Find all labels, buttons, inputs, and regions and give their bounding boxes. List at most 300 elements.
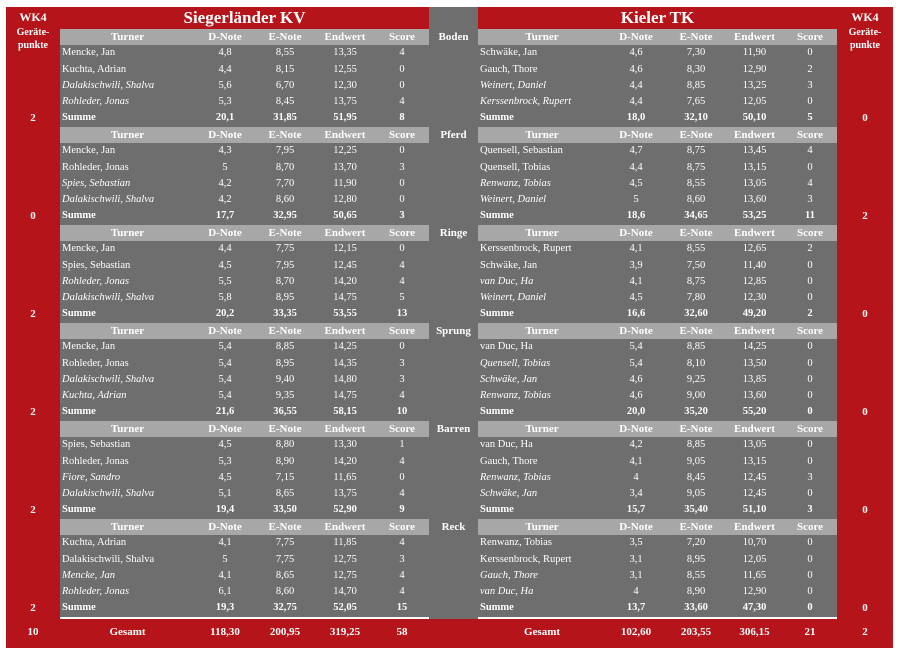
gymnast-e-note: 8,80	[275, 439, 295, 451]
home-col-score: Score	[375, 323, 429, 339]
away-col-e-note: E-Note	[666, 323, 726, 339]
gymnast-d-note: 4,4	[629, 96, 643, 107]
gymnast-endwert: 13,15	[742, 455, 767, 467]
gymnast-score: 4	[399, 455, 405, 467]
gymnast-e-note: 8,65	[275, 569, 295, 581]
home-col-e-note: E-Note	[255, 519, 315, 535]
gymnast-score: 0	[807, 488, 813, 499]
gymnast-e-note: 8,75	[686, 275, 706, 287]
gymnast-score: 0	[399, 177, 405, 189]
total-away-d: 102,60	[620, 626, 652, 638]
home-sum-end: 53,55	[333, 308, 357, 320]
home-sum-d: 20,2	[215, 308, 235, 320]
home-apparatus-points: 2	[30, 406, 36, 419]
home-apparatus-points: 2	[30, 504, 36, 517]
gymnast-endwert: 12,75	[333, 569, 357, 581]
gymnast-e-note: 8,15	[275, 63, 295, 75]
gymnast-endwert: 12,90	[742, 63, 767, 75]
home-col-score: Score	[375, 519, 429, 535]
home-sum-score: 3	[399, 210, 405, 222]
gymnast-name: Rohleder, Jonas	[62, 96, 130, 107]
gymnast-d-note: 5	[222, 161, 228, 173]
away-col-e-note: E-Note	[666, 29, 726, 45]
gymnast-endwert: 12,25	[333, 145, 357, 157]
gymnast-d-note: 5,4	[218, 390, 232, 401]
away-sum-e: 32,10	[684, 112, 708, 124]
gymnast-e-note: 8,85	[686, 79, 706, 91]
gymnast-endwert: 12,15	[333, 243, 357, 255]
home-sum-score: 9	[399, 504, 405, 516]
gymnast-name: Rohleder, Jonas	[62, 455, 129, 467]
away-col-score: Score	[783, 519, 837, 535]
gymnast-d-note: 4,5	[218, 439, 232, 451]
total-away-score: 21	[804, 626, 816, 638]
away-col-turner: Turner	[478, 29, 606, 45]
away-sum-label: Summe	[480, 308, 514, 320]
gymnast-endwert: 14,75	[333, 292, 357, 303]
total-away-points: 2	[862, 626, 868, 638]
gymnast-endwert: 14,25	[742, 341, 767, 353]
right-side-panel	[837, 7, 893, 648]
gymnast-e-note: 7,20	[686, 537, 706, 549]
away-team-name: Kieler TK	[620, 8, 695, 27]
gymnast-name: Dalakischwili, Shalva	[62, 488, 155, 499]
gymnast-score: 4	[399, 96, 405, 107]
home-sum-d: 21,6	[215, 406, 235, 418]
gymnast-name: Schwäke, Jan	[480, 47, 538, 59]
gymnast-name: Rohleder, Jonas	[62, 161, 129, 173]
gymnast-d-note: 4,2	[629, 439, 643, 451]
gymnast-d-note: 4,2	[218, 194, 232, 205]
gymnast-endwert: 13,35	[333, 47, 357, 59]
gymnast-name: Renwanz, Tobias	[480, 390, 551, 401]
gymnast-score: 0	[807, 292, 813, 303]
home-sum-label: Summe	[62, 308, 96, 320]
left-wk-label: WK4	[19, 10, 47, 24]
home-col-turner: Turner	[60, 421, 195, 437]
away-sum-e: 35,20	[684, 406, 708, 418]
gymnast-score: 0	[807, 161, 813, 173]
gymnast-endwert: 14,20	[333, 275, 357, 287]
gymnast-e-note: 8,55	[686, 243, 706, 255]
total-home-score: 58	[396, 626, 408, 638]
home-col-d-note: D-Note	[195, 29, 255, 45]
home-col-endwert: Endwert	[315, 127, 375, 143]
gymnast-e-note: 8,55	[686, 569, 706, 581]
away-col-d-note: D-Note	[606, 323, 666, 339]
gymnast-e-note: 9,25	[686, 373, 706, 385]
gymnast-e-note: 8,90	[686, 586, 706, 597]
away-col-endwert: Endwert	[726, 519, 783, 535]
away-col-e-note: E-Note	[666, 127, 726, 143]
gymnast-score: 0	[807, 586, 813, 597]
gymnast-score: 4	[399, 390, 405, 401]
gymnast-endwert: 13,45	[742, 145, 767, 157]
gymnast-d-note: 4,1	[629, 243, 643, 255]
gymnast-score: 4	[807, 177, 813, 189]
gymnast-e-note: 9,40	[275, 373, 295, 385]
gymnast-d-note: 4,1	[629, 455, 643, 467]
home-sum-end: 52,90	[333, 504, 357, 516]
home-col-turner: Turner	[60, 29, 195, 45]
gymnast-d-note: 3,1	[629, 569, 643, 581]
gymnast-score: 3	[807, 79, 813, 91]
home-col-turner: Turner	[60, 127, 195, 143]
gymnast-endwert: 12,80	[333, 194, 357, 205]
away-sum-label: Summe	[480, 602, 514, 614]
home-col-e-note: E-Note	[255, 421, 315, 437]
gymnast-endwert: 12,55	[333, 63, 357, 75]
total-home-end: 319,25	[329, 626, 361, 638]
home-sum-end: 51,95	[333, 112, 357, 124]
home-sum-label: Summe	[62, 112, 96, 124]
gymnast-name: Quensell, Tobias	[480, 161, 551, 173]
gymnast-name: Renwanz, Tobias	[480, 471, 551, 483]
gymnast-endwert: 13,50	[742, 357, 767, 369]
away-col-d-note: D-Note	[606, 225, 666, 241]
gymnast-endwert: 11,90	[333, 177, 357, 189]
gymnast-d-note: 5,1	[218, 488, 232, 499]
home-sum-d: 19,3	[215, 602, 235, 614]
away-col-endwert: Endwert	[726, 29, 783, 45]
apparatus-name: Pferd	[440, 129, 467, 141]
gymnast-endwert: 12,90	[742, 586, 767, 597]
home-apparatus-points: 2	[30, 308, 36, 321]
home-sum-score: 15	[396, 602, 408, 614]
home-sum-e: 32,95	[273, 210, 297, 222]
home-sum-end: 58,15	[333, 406, 357, 418]
home-sum-label: Summe	[62, 406, 96, 418]
gymnast-score: 0	[807, 341, 813, 353]
gymnast-endwert: 13,75	[333, 488, 357, 499]
gymnast-score: 2	[807, 63, 813, 75]
gymnast-d-note: 5,8	[218, 292, 232, 303]
home-col-d-note: D-Note	[195, 323, 255, 339]
gymnast-d-note: 4	[633, 471, 639, 483]
gymnast-d-note: 5	[222, 553, 228, 565]
gymnast-e-note: 8,95	[686, 553, 706, 565]
gymnast-d-note: 5,4	[629, 341, 643, 353]
gymnast-d-note: 4,7	[629, 145, 643, 157]
away-sum-score: 2	[807, 308, 813, 320]
gymnast-e-note: 8,85	[275, 341, 295, 353]
gymnast-d-note: 5,3	[218, 96, 232, 107]
gymnast-score: 4	[399, 586, 405, 597]
home-sum-e: 31,85	[273, 112, 297, 124]
gymnast-endwert: 13,25	[742, 79, 767, 91]
home-apparatus-points: 2	[30, 112, 36, 125]
gymnast-endwert: 13,70	[333, 161, 357, 173]
gymnast-name: Weinert, Daniel	[480, 292, 547, 303]
gymnast-endwert: 11,85	[333, 537, 357, 549]
gymnast-name: Dalakischwili, Shalva	[62, 79, 155, 91]
gymnast-name: Weinert, Daniel	[480, 79, 547, 91]
gymnast-name: van Duc, Ha	[480, 439, 533, 451]
gymnast-d-note: 4,4	[218, 243, 232, 255]
home-sum-score: 13	[396, 308, 408, 320]
gymnast-d-note: 4,1	[218, 537, 232, 549]
gymnast-e-note: 7,95	[275, 145, 295, 157]
gymnast-d-note: 4,8	[218, 47, 232, 59]
home-col-endwert: Endwert	[315, 225, 375, 241]
home-team-name: Siegerländer KV	[183, 8, 306, 27]
gymnast-endwert: 13,75	[333, 96, 357, 107]
gymnast-d-note: 3,5	[629, 537, 643, 549]
gymnast-name: Kuchta, Adrian	[62, 537, 127, 549]
gymnast-score: 0	[807, 455, 813, 467]
gymnast-name: Dalakischwili, Shalva	[62, 553, 155, 565]
gymnast-endwert: 12,30	[742, 292, 767, 303]
away-col-e-note: E-Note	[666, 519, 726, 535]
home-sum-e: 33,50	[273, 504, 297, 516]
gymnast-e-note: 8,95	[275, 357, 295, 369]
gymnast-e-note: 8,70	[275, 161, 295, 173]
gymnast-e-note: 7,75	[275, 243, 295, 255]
home-col-score: Score	[375, 225, 429, 241]
gymnast-e-note: 8,45	[275, 96, 295, 107]
total-away-label: Gesamt	[523, 626, 561, 638]
gymnast-d-note: 4,3	[218, 145, 232, 157]
gymnast-d-note: 4,6	[629, 47, 643, 59]
gymnast-endwert: 13,15	[742, 161, 767, 173]
home-col-endwert: Endwert	[315, 421, 375, 437]
gymnast-score: 4	[399, 47, 405, 59]
gymnast-e-note: 7,70	[275, 177, 295, 189]
away-sum-label: Summe	[480, 504, 514, 516]
gymnast-d-note: 5,4	[218, 341, 232, 353]
gymnast-e-note: 9,05	[686, 488, 706, 499]
home-sum-d: 17,7	[215, 210, 235, 222]
away-apparatus-points: 2	[862, 210, 868, 223]
gymnast-score: 3	[399, 373, 405, 385]
gymnast-e-note: 7,15	[275, 471, 295, 483]
away-sum-e: 35,40	[684, 504, 708, 516]
gymnast-name: Spies, Sebastian	[62, 259, 131, 271]
gymnast-name: Rohleder, Jonas	[62, 275, 130, 287]
gymnast-e-note: 8,75	[686, 161, 706, 173]
gymnast-d-note: 4,4	[629, 161, 643, 173]
gymnast-e-note: 8,60	[686, 194, 706, 205]
home-col-endwert: Endwert	[315, 29, 375, 45]
gymnast-score: 0	[807, 47, 813, 59]
home-col-e-note: E-Note	[255, 127, 315, 143]
left-side-panel	[6, 7, 60, 648]
gymnast-score: 0	[399, 145, 405, 157]
gymnast-name: Kuchta, Adrian	[62, 63, 127, 75]
gymnast-name: Gauch, Thore	[480, 63, 538, 75]
gymnast-e-note: 7,75	[275, 537, 295, 549]
total-away-end: 306,15	[739, 626, 770, 638]
home-col-endwert: Endwert	[315, 519, 375, 535]
gymnast-d-note: 5,5	[218, 275, 232, 287]
gymnast-e-note: 8,10	[686, 357, 706, 369]
away-col-d-note: D-Note	[606, 519, 666, 535]
gymnast-name: Kerssenbrock, Rupert	[480, 96, 572, 107]
gymnast-name: Mencke, Jan	[62, 47, 116, 59]
gymnast-name: Gauch, Thore	[480, 455, 538, 467]
gymnast-name: Dalakischwili, Shalva	[62, 292, 155, 303]
gymnast-score: 0	[807, 390, 813, 401]
gymnast-d-note: 4,5	[629, 292, 643, 303]
gymnast-d-note: 5,4	[218, 373, 232, 385]
home-col-score: Score	[375, 127, 429, 143]
gymnast-name: Weinert, Daniel	[480, 194, 547, 205]
gymnast-name: Kuchta, Adrian	[62, 390, 127, 401]
gymnast-d-note: 5,4	[218, 357, 232, 369]
gymnast-score: 4	[399, 537, 405, 549]
home-col-score: Score	[375, 29, 429, 45]
away-apparatus-points: 0	[862, 504, 868, 517]
home-sum-label: Summe	[62, 602, 96, 614]
home-sum-label: Summe	[62, 210, 96, 222]
home-apparatus-points: 2	[30, 602, 36, 615]
gymnast-d-note: 4,6	[629, 390, 643, 401]
home-sum-label: Summe	[62, 504, 96, 516]
gymnast-e-note: 8,95	[275, 292, 295, 303]
gymnast-name: Mencke, Jan	[62, 145, 116, 157]
gymnast-e-note: 8,85	[686, 439, 706, 451]
away-sum-end: 49,20	[742, 308, 767, 320]
gymnast-score: 0	[807, 275, 813, 287]
home-col-e-note: E-Note	[255, 225, 315, 241]
gymnast-endwert: 13,60	[742, 194, 767, 205]
home-sum-score: 8	[399, 112, 405, 124]
away-col-score: Score	[783, 127, 837, 143]
total-home-d: 118,30	[210, 626, 240, 638]
gymnast-score: 4	[399, 569, 405, 581]
gymnast-d-note: 4,1	[218, 569, 232, 581]
total-home-points: 10	[27, 626, 39, 638]
total-home-e: 200,95	[269, 626, 301, 638]
gymnast-d-note: 5	[633, 194, 639, 205]
gymnast-endwert: 11,40	[742, 259, 767, 271]
gymnast-d-note: 3,1	[629, 553, 643, 565]
gymnast-endwert: 13,30	[333, 439, 357, 451]
away-sum-score: 11	[805, 210, 815, 222]
away-col-score: Score	[783, 29, 837, 45]
away-sum-d: 18,0	[626, 112, 646, 124]
away-sum-score: 0	[807, 406, 813, 418]
away-apparatus-points: 0	[862, 406, 868, 419]
home-col-e-note: E-Note	[255, 29, 315, 45]
away-sum-d: 20,0	[626, 406, 646, 418]
gymnast-e-note: 7,65	[686, 96, 706, 107]
total-home-label: Gesamt	[109, 626, 146, 638]
away-sum-e: 34,65	[684, 210, 708, 222]
gymnast-endwert: 12,45	[333, 259, 357, 271]
away-col-endwert: Endwert	[726, 323, 783, 339]
gymnast-score: 0	[807, 373, 813, 385]
gymnast-e-note: 7,30	[686, 47, 706, 59]
gymnast-score: 4	[399, 259, 405, 271]
gymnast-score: 0	[807, 537, 813, 549]
gymnast-score: 5	[399, 292, 405, 303]
gymnast-d-note: 4,5	[218, 259, 232, 271]
gymnast-e-note: 7,75	[275, 553, 295, 565]
apparatus-name: Ringe	[439, 227, 468, 239]
away-sum-score: 0	[807, 602, 813, 614]
away-col-endwert: Endwert	[726, 421, 783, 437]
away-sum-d: 18,6	[626, 210, 646, 222]
gymnast-e-note: 7,50	[686, 259, 706, 271]
away-sum-d: 13,7	[626, 602, 646, 614]
gymnast-endwert: 14,70	[333, 586, 357, 597]
gymnast-endwert: 13,85	[742, 373, 767, 385]
gymnast-name: Gauch, Thore	[480, 569, 538, 581]
home-sum-e: 33,35	[273, 308, 297, 320]
gymnast-endwert: 12,45	[742, 488, 767, 499]
away-col-d-note: D-Note	[606, 421, 666, 437]
gymnast-score: 0	[807, 96, 813, 107]
gymnast-score: 0	[399, 471, 405, 483]
gymnast-name: Dalakischwili, Shalva	[62, 194, 155, 205]
right-wk-label: WK4	[851, 10, 879, 24]
gymnast-name: Spies, Sebastian	[62, 439, 131, 451]
home-col-d-note: D-Note	[195, 127, 255, 143]
gymnast-score: 0	[399, 79, 405, 91]
gymnast-endwert: 12,45	[742, 471, 767, 483]
home-apparatus-points: 0	[30, 210, 36, 223]
gymnast-score: 4	[807, 145, 813, 157]
gymnast-endwert: 10,70	[742, 537, 767, 549]
gymnast-name: Mencke, Jan	[62, 569, 116, 581]
gymnast-score: 0	[399, 194, 405, 205]
gymnast-d-note: 4,4	[629, 79, 643, 91]
gymnast-endwert: 14,80	[333, 373, 357, 385]
home-col-e-note: E-Note	[255, 323, 315, 339]
home-sum-e: 32,75	[273, 602, 297, 614]
gymnast-endwert: 12,75	[333, 553, 357, 565]
away-sum-d: 15,7	[626, 504, 646, 516]
away-col-score: Score	[783, 421, 837, 437]
gymnast-e-note: 7,80	[686, 292, 706, 303]
gymnast-name: van Duc, Ha	[480, 341, 533, 353]
gymnast-name: Schwäke, Jan	[480, 259, 538, 271]
gymnast-score: 4	[399, 488, 405, 499]
gymnast-endwert: 14,25	[333, 341, 357, 353]
gymnast-e-note: 8,90	[275, 455, 295, 467]
gymnast-score: 0	[807, 259, 813, 271]
away-col-turner: Turner	[478, 323, 606, 339]
away-col-turner: Turner	[478, 127, 606, 143]
gymnast-name: Kerssenbrock, Rupert	[480, 553, 572, 565]
gymnast-name: Renwanz, Tobias	[480, 177, 551, 189]
gymnast-d-note: 3,9	[629, 259, 643, 271]
left-points-label: Geräte- punkte	[16, 27, 50, 51]
gymnast-endwert: 14,35	[333, 357, 357, 369]
gymnast-score: 0	[807, 439, 813, 451]
gymnast-endwert: 14,75	[333, 390, 357, 401]
away-apparatus-points: 0	[862, 112, 868, 125]
gymnast-name: Kerssenbrock, Rupert	[480, 243, 572, 255]
gymnast-name: Rohleder, Jonas	[62, 586, 130, 597]
away-col-turner: Turner	[478, 225, 606, 241]
gymnast-score: 3	[807, 471, 813, 483]
away-col-endwert: Endwert	[726, 127, 783, 143]
away-sum-label: Summe	[480, 406, 514, 418]
home-col-turner: Turner	[60, 519, 195, 535]
gymnast-e-note: 7,95	[275, 259, 295, 271]
away-col-turner: Turner	[478, 421, 606, 437]
gymnast-d-note: 4,5	[629, 177, 643, 189]
gymnast-d-note: 3,4	[629, 488, 643, 499]
gymnast-d-note: 6,1	[218, 586, 232, 597]
gymnast-score: 3	[399, 357, 405, 369]
gymnast-endwert: 14,20	[333, 455, 357, 467]
home-col-turner: Turner	[60, 225, 195, 241]
gymnast-name: van Duc, Ha	[480, 275, 534, 287]
home-sum-score: 10	[396, 406, 408, 418]
